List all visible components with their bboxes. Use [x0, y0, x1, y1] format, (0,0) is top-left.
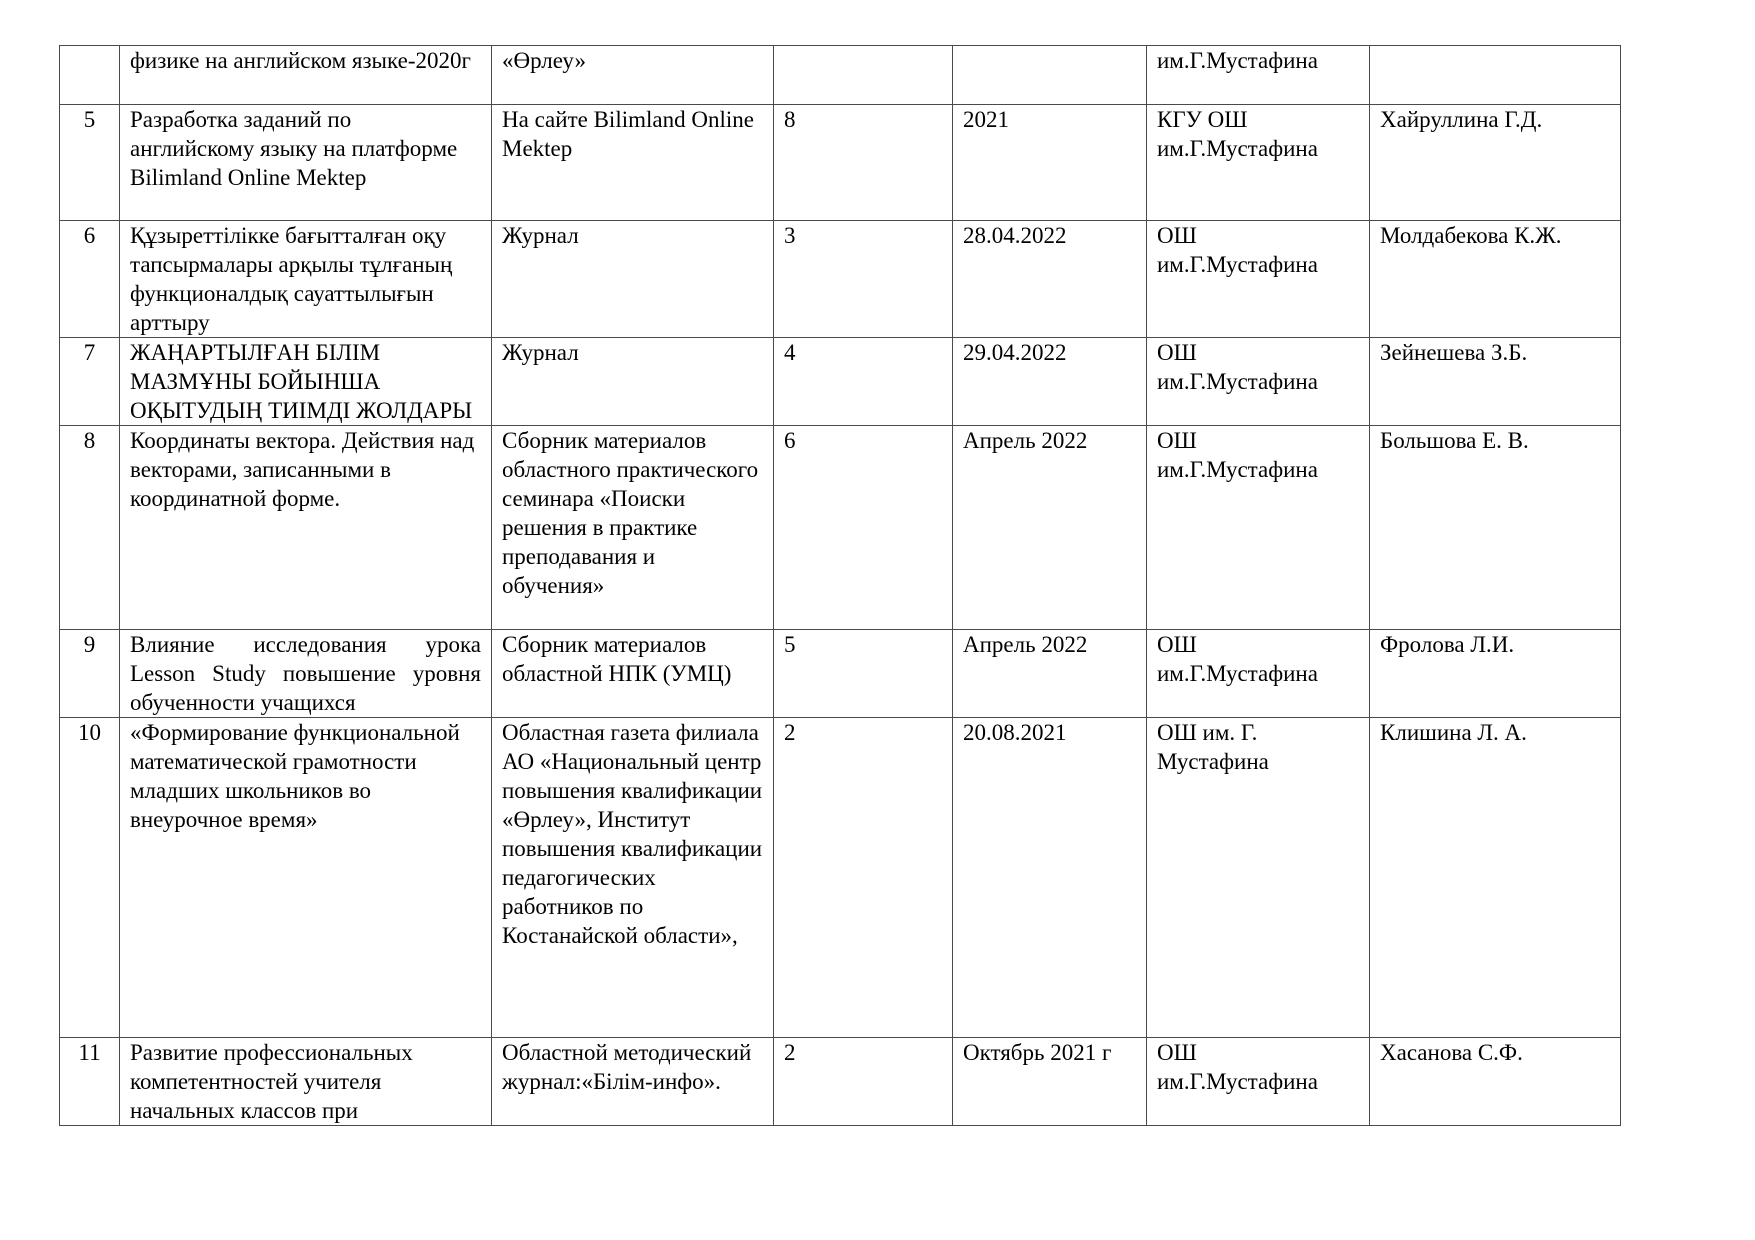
publication-date: Октябрь 2021 г — [953, 1038, 1147, 1126]
publication-date: Апрель 2022 — [953, 630, 1147, 718]
publication-venue: На сайте Bilimland Online Mektep — [492, 105, 774, 221]
publication-title: Развитие профессиональных компетентностей учителя начальных классов при — [120, 1038, 492, 1126]
publication-date — [953, 46, 1147, 105]
table-row — [60, 426, 1621, 630]
publication-date: 28.04.2022 — [953, 221, 1147, 338]
organization: ОШ им.Г.Мустафина — [1147, 426, 1370, 630]
publication-title: Разработка заданий по английскому языку на платформе Bilimland Online Mektep — [120, 105, 492, 221]
row-number: 5 — [60, 105, 120, 221]
publication-date: 20.08.2021 — [953, 718, 1147, 1038]
publications-table — [59, 45, 1621, 1126]
publication-venue: Сборник материалов областного практического семинара «Поиски решения в практике преподавания и обучения» — [492, 426, 774, 630]
page-count: 4 — [774, 338, 953, 426]
organization: ОШ им.Г.Мустафина — [1147, 221, 1370, 338]
publication-date: Апрель 2022 — [953, 426, 1147, 630]
publication-venue: Сборник материалов областной НПК (УМЦ) — [492, 630, 774, 718]
row-number: 7 — [60, 338, 120, 426]
page-count: 2 — [774, 718, 953, 1038]
author: Клишина Л. А. — [1370, 718, 1621, 1038]
publication-date: 29.04.2022 — [953, 338, 1147, 426]
publication-venue: «Өрлеу» — [492, 46, 774, 105]
author: Хайруллина Г.Д. — [1370, 105, 1621, 221]
table-row — [60, 338, 1621, 426]
author: Молдабекова К.Ж. — [1370, 221, 1621, 338]
row-number: 6 — [60, 221, 120, 338]
publication-title: физике на английском языке-2020г — [120, 46, 492, 105]
publication-title: Координаты вектора. Действия над векторами, записанными в координатной форме. — [120, 426, 492, 630]
page-count: 6 — [774, 426, 953, 630]
publication-venue: Журнал — [492, 338, 774, 426]
organization: ОШ им.Г.Мустафина — [1147, 1038, 1370, 1126]
publication-title: ЖАҢАРТЫЛҒАН БІЛІМ МАЗМҰНЫ БОЙЫНША ОҚЫТУДЫҢ ТИІМДІ ЖОЛДАРЫ — [120, 338, 492, 426]
publication-title: Құзыреттілікке бағытталған оқу тапсырмалары арқылы тұлғаның функционалдық сауаттылығын арттыру — [120, 221, 492, 338]
row-number: 11 — [60, 1038, 120, 1126]
table-row — [60, 718, 1621, 1038]
organization: КГУ ОШ им.Г.Мустафина — [1147, 105, 1370, 221]
page-count: 3 — [774, 221, 953, 338]
page-count — [774, 46, 953, 105]
organization: ОШ им.Г.Мустафина — [1147, 338, 1370, 426]
row-number: 8 — [60, 426, 120, 630]
page-count: 8 — [774, 105, 953, 221]
page-count: 5 — [774, 630, 953, 718]
row-number: 10 — [60, 718, 120, 1038]
table-row — [60, 105, 1621, 221]
publication-title: «Формирование функциональной математической грамотности младших школьников во внеурочное время» — [120, 718, 492, 1038]
page-count: 2 — [774, 1038, 953, 1126]
publication-venue: Журнал — [492, 221, 774, 338]
author: Хасанова С.Ф. — [1370, 1038, 1621, 1126]
publication-date: 2021 — [953, 105, 1147, 221]
publication-venue: Областная газета филиала АО «Национальный центр повышения квалификации «Өрлеу», Институт повышения квалификации педагогических работников по Костанайской области», — [492, 718, 774, 1038]
table-row — [60, 1038, 1621, 1126]
publication-title: Влияние исследования урока Lesson Study повышение уровня обученности учащихся — [120, 630, 492, 718]
author: Большова Е. В. — [1370, 426, 1621, 630]
row-number: 9 — [60, 630, 120, 718]
table-row — [60, 630, 1621, 718]
author: Зейнешева З.Б. — [1370, 338, 1621, 426]
publication-venue: Областной методический журнал:«Білім-инфо». — [492, 1038, 774, 1126]
organization: им.Г.Мустафина — [1147, 46, 1370, 105]
organization: ОШ им.Г.Мустафина — [1147, 630, 1370, 718]
organization: ОШ им. Г. Мустафина — [1147, 718, 1370, 1038]
author: Фролова Л.И. — [1370, 630, 1621, 718]
author — [1370, 46, 1621, 105]
table-row — [60, 221, 1621, 338]
table-row — [60, 46, 1621, 105]
row-number — [60, 46, 120, 105]
